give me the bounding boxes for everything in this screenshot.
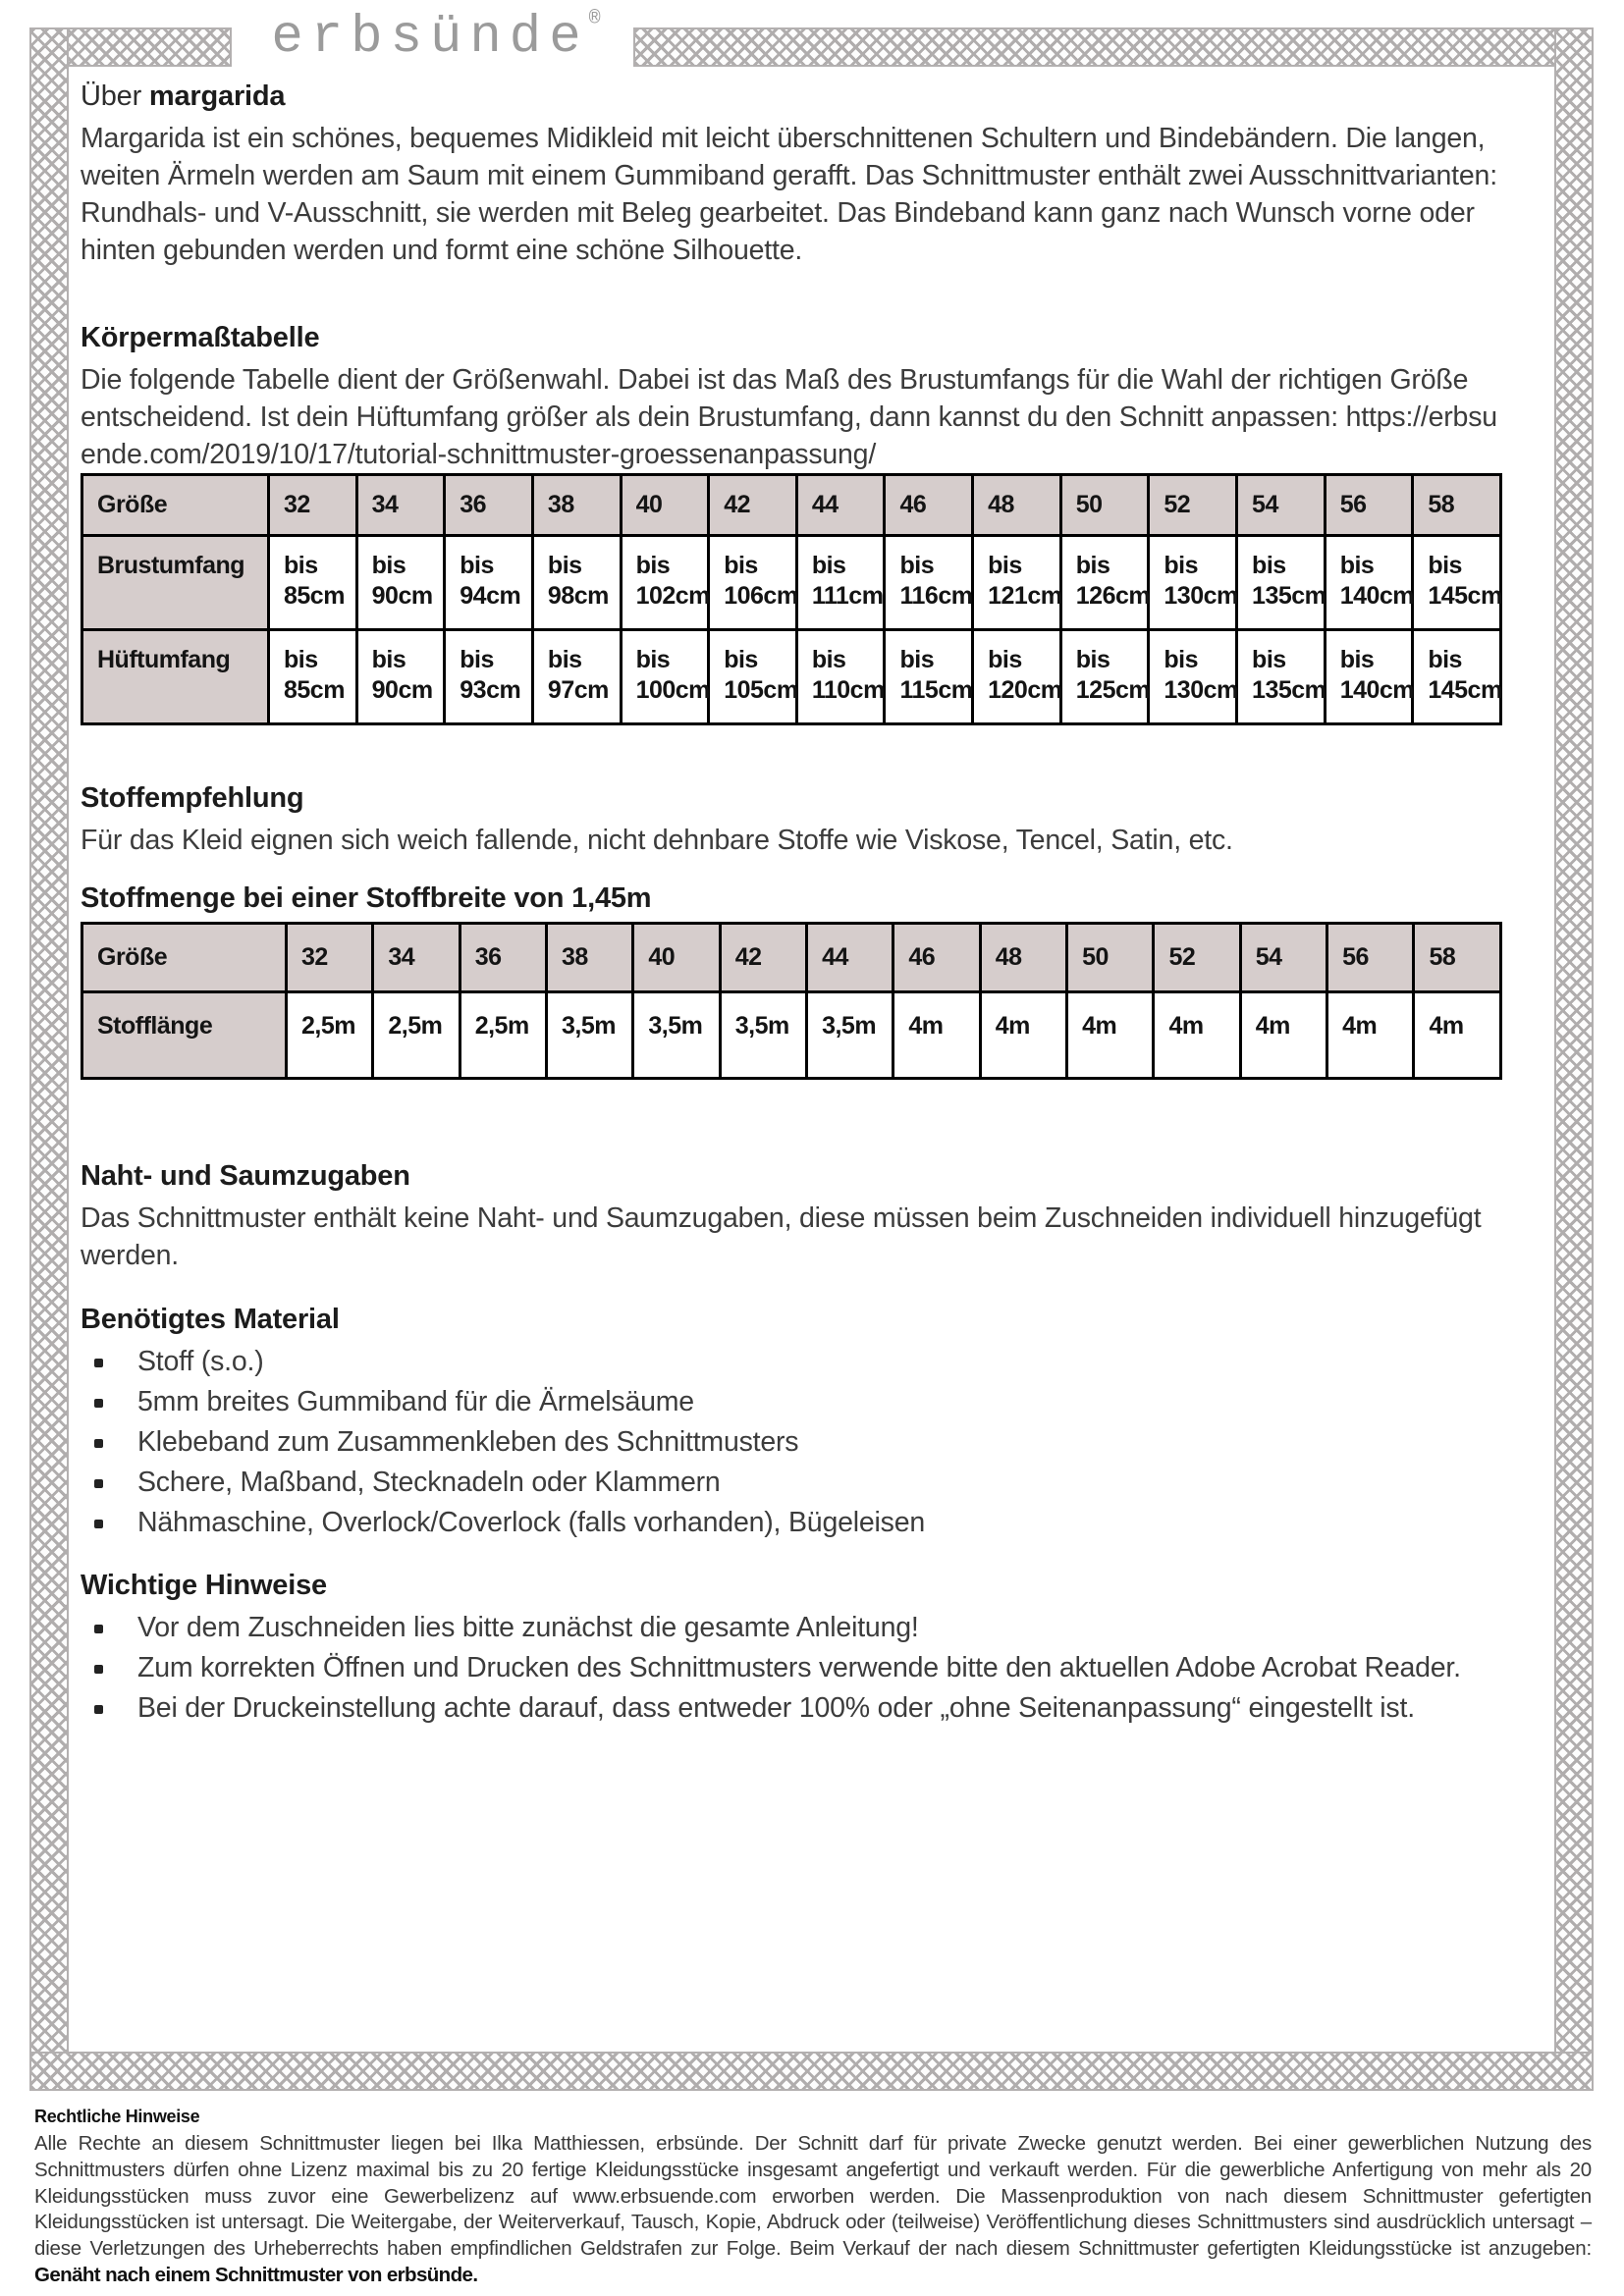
size-header-cell: 54	[1237, 475, 1326, 536]
hip-row-label: Hüftumfang	[82, 630, 269, 724]
size-header-cell: 56	[1325, 475, 1413, 536]
size-header-cell: 38	[547, 924, 633, 992]
bust-value-cell: bis 130cm	[1149, 536, 1237, 630]
important-notes-list	[81, 1609, 1502, 1728]
size-header-cell: 58	[1413, 475, 1501, 536]
size-header-cell: 48	[980, 924, 1066, 992]
hip-value-cell: bis 110cm	[796, 630, 885, 724]
size-header-cell: 48	[973, 475, 1061, 536]
fabric-recommendation-heading: Stoffempfehlung	[81, 782, 304, 814]
bust-value-cell: bis 98cm	[532, 536, 621, 630]
size-header-cell: 32	[269, 475, 357, 536]
about-paragraph: Margarida ist ein schönes, bequemes Midikleid mit leicht überschnittenen Schultern und Bindebändern. Die langen, weiten Ärmeln werden am Saum mit einem Gummiband gerafft. Das Schnittmuster enthält zwei Ausschnittvarianten: Rundhals- und V-Ausschnitt, sie werden mit Beleg gearbeitet. Das Bindeband kann ganz nach Wunsch vorne oder hinten gebunden werden und formt eine schöne Silhouette.	[81, 123, 1497, 266]
legal-text: Alle Rechte an diesem Schnittmuster liegen bei Ilka Matthiessen, erbsünde. Der Schnitt darf für private Zwecke genutzt werden. Bei einer gewerblichen Nutzung des Schnittmusters dürfen ohne Lizenz maximal bis zu 20 fertige Kleidungsstücke insgesamt angefertigt und verkauft werden. Für die gewerbliche Anfertigung von mehr als 20 Kleidungsstücken muss zuvor eine Gewerbelizenz auf www.erbsuende.com erworben werden. Die Massenproduktion von nach diesem Schnittmuster gefertigten Kleidungsstücken ist untersagt. Die Weitergabe, der Weiterverkauf, Tausch, Kopie, Abdruck oder (teilweise) Veröffentlichung dieses Schnittmusters sind ausdrücklich untersagt – diese Verletzungen des Urheberrechts haben empfindlichen Geldstrafen zur Folge. Beim Verkauf der nach diesem Schnittmuster gefertigten Kleidungsstücke ist anzugeben:	[34, 2132, 1592, 2261]
brand-logo	[244, 8, 628, 68]
seam-allowance-heading: Naht- und Saumzugaben	[81, 1160, 410, 1192]
fabric-length-row	[82, 992, 1501, 1079]
measurements-heading: Körpermaßtabelle	[81, 322, 320, 353]
fabric-length-cell: 4m	[1067, 992, 1154, 1079]
size-header-cell: 50	[1067, 924, 1154, 992]
legal-heading: Rechtliche Hinweise	[34, 2107, 200, 2126]
size-header-cell: 56	[1327, 924, 1414, 992]
size-header-cell: 36	[445, 475, 533, 536]
size-header-cell: 46	[885, 475, 973, 536]
fabric-quantity-table	[81, 922, 1502, 1080]
size-header-cell: 40	[633, 924, 720, 992]
bust-value-cell: bis 135cm	[1237, 536, 1326, 630]
fabric-length-cell: 3,5m	[720, 992, 806, 1079]
bust-value-cell: bis 106cm	[709, 536, 797, 630]
braid-border-right	[1554, 27, 1594, 2091]
fabric-length-cell: 4m	[980, 992, 1066, 1079]
about-heading-name: margarida	[148, 80, 286, 112]
materials-list	[81, 1343, 1502, 1542]
about-heading-prefix: Über	[81, 80, 149, 112]
list-item: Vor dem Zuschneiden lies bitte zunächst die gesamte Anleitung!	[81, 1609, 1502, 1647]
list-item: Klebeband zum Zusammenkleben des Schnittmusters	[81, 1423, 1502, 1462]
hip-value-cell: bis 130cm	[1149, 630, 1237, 724]
list-item: Nähmaschine, Overlock/Coverlock (falls vorhanden), Bügeleisen	[81, 1504, 1502, 1542]
fabric-length-cell: 4m	[1327, 992, 1414, 1079]
size-header-cell: 34	[373, 924, 460, 992]
tutorial-url-link[interactable]: https://erbsuende.com/2019/10/17/tutorial-schnittmuster-groessenanpassung/	[81, 401, 1497, 470]
bust-row-label: Brustumfang	[82, 536, 269, 630]
bust-value-cell: bis 116cm	[885, 536, 973, 630]
size-header-cell: 46	[893, 924, 980, 992]
bust-row	[82, 536, 1501, 630]
size-header-cell: 52	[1154, 924, 1240, 992]
size-header-cell: 52	[1149, 475, 1237, 536]
fabric-length-cell: 3,5m	[633, 992, 720, 1079]
size-header-cell: 44	[796, 475, 885, 536]
legal-footer	[34, 2107, 1592, 2289]
braid-border-top-right	[633, 27, 1594, 67]
size-header-cell: 42	[709, 475, 797, 536]
hip-value-cell: bis 135cm	[1237, 630, 1326, 724]
braid-border-bottom	[29, 2052, 1594, 2091]
fabric-length-cell: 4m	[893, 992, 980, 1079]
fabric-length-cell: 2,5m	[460, 992, 546, 1079]
list-item: Bei der Druckeinstellung achte darauf, dass entweder 100% oder „ohne Seitenanpassung“ eingestellt ist.	[81, 1689, 1502, 1728]
fabric-quantity-heading: Stoffmenge bei einer Stoffbreite von 1,45m	[81, 882, 652, 914]
table-corner-label: Größe	[82, 924, 287, 992]
braid-border-left	[29, 27, 69, 2091]
hip-value-cell: bis 90cm	[356, 630, 445, 724]
bust-value-cell: bis 111cm	[796, 536, 885, 630]
list-item: Stoff (s.o.)	[81, 1343, 1502, 1381]
important-notes-heading: Wichtige Hinweise	[81, 1570, 327, 1601]
size-header-cell: 50	[1060, 475, 1149, 536]
brand-logo-text: erbsünde	[271, 8, 589, 68]
size-header-cell: 36	[460, 924, 546, 992]
hip-value-cell: bis 93cm	[445, 630, 533, 724]
fabric-length-cell: 2,5m	[373, 992, 460, 1079]
list-item: 5mm breites Gummiband für die Ärmelsäume	[81, 1383, 1502, 1421]
hip-value-cell: bis 115cm	[885, 630, 973, 724]
hip-value-cell: bis 120cm	[973, 630, 1061, 724]
table-corner-label: Größe	[82, 475, 269, 536]
size-header-cell: 42	[720, 924, 806, 992]
fabric-length-cell: 3,5m	[547, 992, 633, 1079]
bust-value-cell: bis 145cm	[1413, 536, 1501, 630]
hip-value-cell: bis 125cm	[1060, 630, 1149, 724]
main-content	[81, 79, 1502, 1730]
body-measurements-table	[81, 473, 1502, 725]
registered-trademark-icon: ®	[588, 8, 601, 30]
size-header-cell: 32	[287, 924, 373, 992]
bust-value-cell: bis 102cm	[621, 536, 709, 630]
size-header-cell: 40	[621, 475, 709, 536]
seam-allowance-paragraph: Das Schnittmuster enthält keine Naht- und Saumzugaben, diese müssen beim Zuschneiden individuell hinzugefügt werden.	[81, 1202, 1482, 1271]
bust-value-cell: bis 94cm	[445, 536, 533, 630]
bust-value-cell: bis 140cm	[1325, 536, 1413, 630]
hip-value-cell: bis 97cm	[532, 630, 621, 724]
fabric-recommendation-paragraph: Für das Kleid eignen sich weich fallende, nicht dehnbare Stoffe wie Viskose, Tencel, Satin, etc.	[81, 825, 1233, 856]
legal-attribution-text: Genäht nach einem Schnittmuster von erbsünde.	[34, 2263, 478, 2286]
legal-paragraph	[34, 2131, 1592, 2289]
materials-heading: Benötigtes Material	[81, 1304, 340, 1335]
size-header-cell: 58	[1414, 924, 1501, 992]
hip-value-cell: bis 105cm	[709, 630, 797, 724]
table-header-row	[82, 475, 1501, 536]
fabric-length-cell: 4m	[1414, 992, 1501, 1079]
hip-value-cell: bis 145cm	[1413, 630, 1501, 724]
size-header-cell: 34	[356, 475, 445, 536]
fabric-length-cell: 4m	[1154, 992, 1240, 1079]
measurements-intro-text: Die folgende Tabelle dient der Größenwahl. Dabei ist das Maß des Brustumfangs für die Wahl der richtigen Größe entscheidend. Ist dein Hüftumfang größer als dein Brustumfang, dann kannst du den Schnitt anpassen:	[81, 364, 1469, 433]
list-item: Schere, Maßband, Stecknadeln oder Klammern	[81, 1464, 1502, 1502]
hip-value-cell: bis 140cm	[1325, 630, 1413, 724]
table-header-row	[82, 924, 1501, 992]
hip-row	[82, 630, 1501, 724]
fabric-length-cell: 2,5m	[287, 992, 373, 1079]
bust-value-cell: bis 85cm	[269, 536, 357, 630]
size-header-cell: 38	[532, 475, 621, 536]
measurements-intro	[81, 361, 1502, 473]
fabric-length-label: Stofflänge	[82, 992, 287, 1079]
bust-value-cell: bis 126cm	[1060, 536, 1149, 630]
size-header-cell: 54	[1240, 924, 1326, 992]
hip-value-cell: bis 100cm	[621, 630, 709, 724]
bust-value-cell: bis 121cm	[973, 536, 1061, 630]
size-header-cell: 44	[807, 924, 893, 992]
about-heading	[81, 79, 1502, 114]
fabric-length-cell: 4m	[1240, 992, 1326, 1079]
fabric-length-cell: 3,5m	[807, 992, 893, 1079]
hip-value-cell: bis 85cm	[269, 630, 357, 724]
list-item: Zum korrekten Öffnen und Drucken des Schnittmusters verwende bitte den aktuellen Adobe Acrobat Reader.	[81, 1649, 1502, 1687]
bust-value-cell: bis 90cm	[356, 536, 445, 630]
